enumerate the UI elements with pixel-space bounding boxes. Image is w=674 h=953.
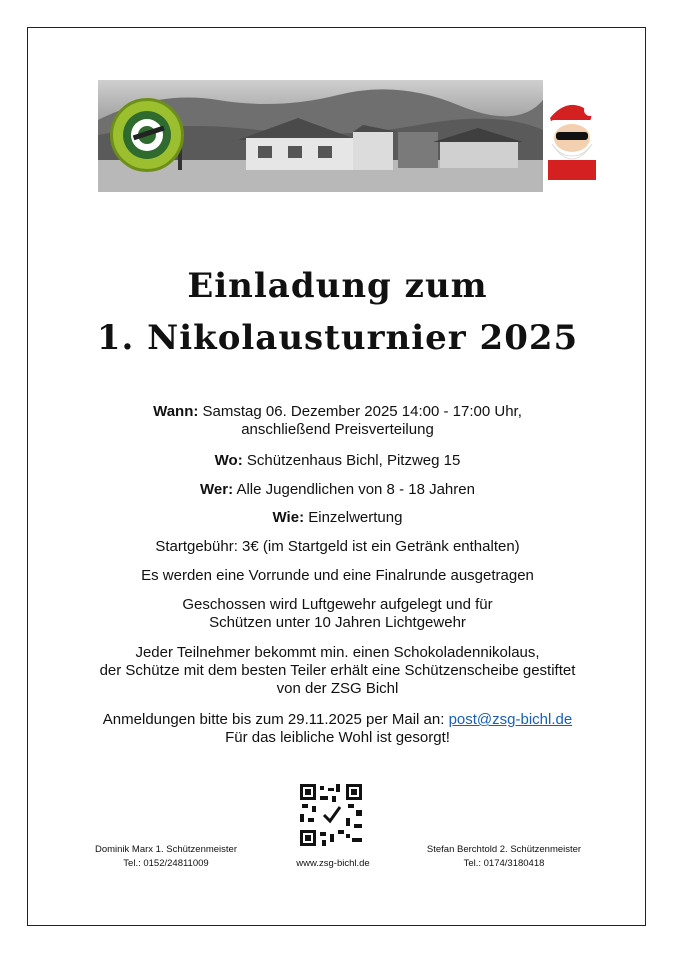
santa-icon: [540, 96, 600, 180]
geschossen-line-2: Schützen unter 10 Jahren Lichtgewehr: [209, 614, 466, 631]
left-contact-name: Dominik Marx 1. Schützenmeister: [94, 844, 238, 855]
wohl-line: Für das leibliche Wohl ist gesorgt!: [225, 729, 450, 746]
wann-line-2: anschließend Preisverteilung: [241, 421, 434, 438]
nikolaus-line-1: Jeder Teilnehmer bekommt min. einen Schokoladennikolaus,: [135, 644, 540, 661]
runden-line: Es werden eine Vorrunde und eine Finalrunde ausgetragen: [141, 567, 534, 584]
geschossen-line-1: Geschossen wird Luftgewehr aufgelegt und für: [182, 596, 493, 613]
qr-code: [300, 784, 362, 846]
right-contact-name: Stefan Berchtold 2. Schützenmeister: [426, 844, 582, 855]
flyer-page: [27, 27, 646, 926]
wer-value: Alle Jugendlichen von 8 - 18 Jahren: [236, 481, 475, 498]
wann-value: Samstag 06. Dezember 2025 14:00 - 17:00 Uhr,: [202, 403, 522, 420]
footer-center: [268, 857, 398, 871]
wie-value: Einzelwertung: [308, 509, 403, 526]
footer-left: [76, 843, 256, 871]
wer-label: Wer:: [200, 481, 234, 498]
nikolaus-line-3: von der ZSG Bichl: [276, 680, 399, 697]
wann-label: Wann:: [153, 403, 199, 420]
wo-label: Wo:: [214, 452, 243, 469]
right-contact-tel: Tel.: 0174/3180418: [463, 858, 545, 869]
wer-line: [28, 481, 647, 499]
left-contact-tel: Tel.: 0152/24811009: [123, 858, 209, 869]
wie-line: [28, 509, 647, 527]
startgebuehr-line: Startgebühr: 3€ (im Startgeld ist ein Getränk enthalten): [155, 538, 520, 555]
club-logo: [110, 98, 184, 172]
wo-value: Schützenhaus Bichl, Pitzweg 15: [246, 452, 461, 469]
wo-line: [28, 452, 647, 470]
website-url[interactable]: www.zsg-bichl.de: [296, 858, 370, 869]
anmeldung-line: [28, 711, 647, 729]
email-link[interactable]: post@zsg-bichl.de: [448, 711, 573, 728]
wie-label: Wie:: [272, 509, 305, 526]
anmeldung-text: Anmeldungen bitte bis zum 29.11.2025 per Mail an:: [102, 711, 449, 728]
wann-line: [28, 403, 647, 421]
nikolaus-line-2: der Schütze mit dem besten Teiler erhält eine Schützenscheibe gestiftet: [99, 662, 576, 679]
title-line-2: 1. Nikolausturnier 2025: [96, 318, 579, 358]
footer-right: [404, 843, 604, 871]
title-line-1: Einladung zum: [187, 266, 488, 306]
